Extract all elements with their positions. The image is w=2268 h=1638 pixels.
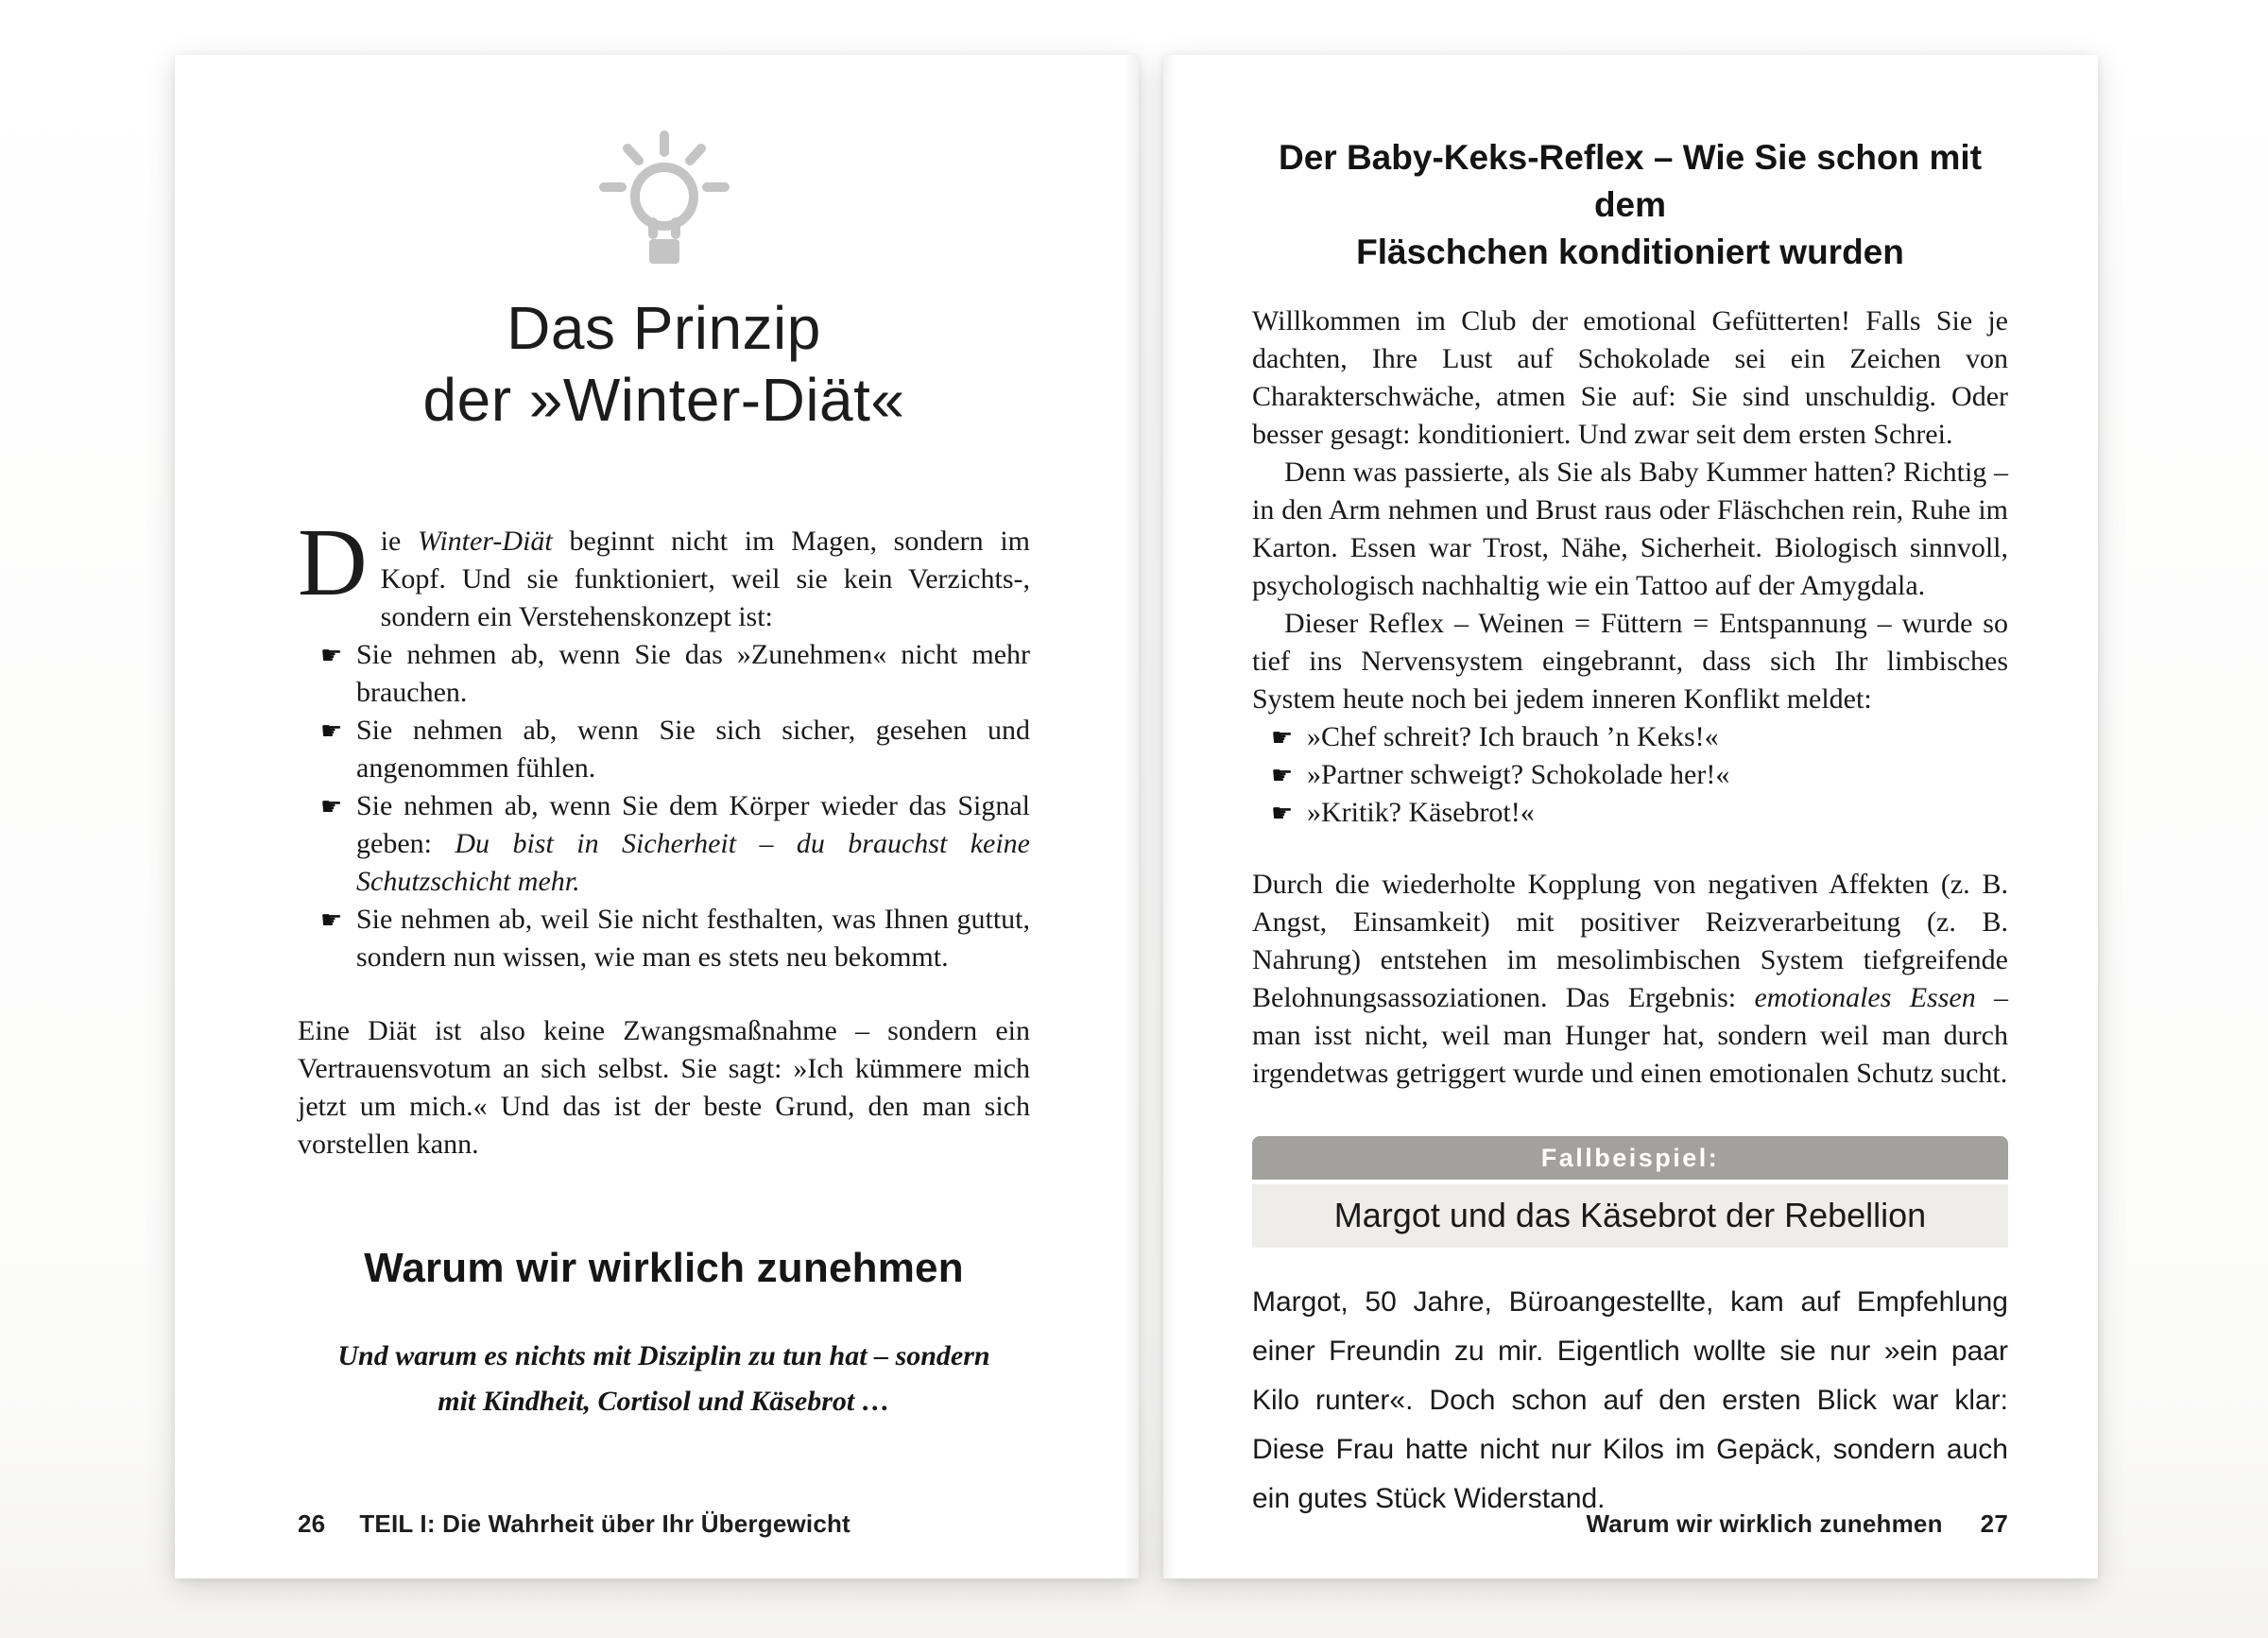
bullet-item: [320, 636, 1030, 712]
section-title-line2: Fläschchen konditioniert wurden: [1356, 233, 1904, 271]
pointing-hand-icon: ☛: [1271, 724, 1294, 752]
lightbulb-icon-wrap: [298, 127, 1030, 268]
bullet-text: Sie nehmen ab, wenn Sie das »Zunehmen« nicht mehr brauchen.: [356, 639, 1030, 709]
page-right: [1163, 55, 2098, 1578]
case-example-box: [1252, 1136, 2008, 1524]
bullet-text: »Chef schreit? Ich brauch ’n Keks!«: [1307, 721, 1719, 752]
case-title-bar: [1252, 1184, 2008, 1248]
pointing-hand-icon: ☛: [320, 906, 343, 936]
paragraph-text: Durch die wiederholte Kopplung von negativen Affekten (z. B. Angst, Einsamkeit) mit positiver Reizverarbeitung (z. B. Nahrung) entstehen im mesolimbischen System tiefgreifende Belohnungsassoziationen. Das Ergebnis:: [1252, 869, 2008, 1013]
footer-chapter: TEIL I: Die Wahrheit über Ihr Übergewicht: [359, 1509, 850, 1538]
body-paragraph-2: Denn was passierte, als Sie als Baby Kummer hatten? Richtig – in den Arm nehmen und Brust raus oder Fläschchen rein, Ruhe im Karton. Essen war Trost, Nähe, Sicherheit. Biologisch sinnvoll, psychologisch nachhaltig wie ein Tattoo auf der Amygdala.: [1252, 457, 2008, 601]
bullet-item: [1271, 756, 2008, 794]
bullet-item: [1271, 794, 2008, 832]
pointing-hand-icon: ☛: [1271, 762, 1294, 790]
case-label-bar: [1252, 1136, 2008, 1180]
lightbulb-icon: [593, 127, 735, 268]
bullet-item: [320, 787, 1030, 901]
paragraph-text-rest: – man isst nicht, weil man Hunger hat, sondern weil man durch irgendetwas getriggert wurde und einen emotionalen Schutz sucht.: [1252, 982, 2008, 1089]
page-number: 27: [1980, 1509, 2008, 1538]
paragraph-italic: emotionales Essen: [1754, 982, 1976, 1013]
chapter-title-line2: der »Winter-Diät«: [422, 365, 905, 434]
drop-cap: D: [298, 509, 368, 617]
section-title: [1252, 134, 2008, 276]
bullet-text: »Kritik? Käsebrot!«: [1307, 797, 1535, 828]
case-title: Margot und das Käsebrot der Rebellion: [1333, 1196, 1927, 1234]
bullet-item: [1271, 718, 2008, 756]
pointing-hand-icon: ☛: [320, 642, 343, 671]
section-title-line1: Der Baby-Keks-Reflex – Wie Sie schon mit dem: [1278, 138, 1983, 224]
intro-italic: Winter-Diät: [418, 526, 553, 558]
page-number: 26: [298, 1509, 326, 1538]
body-paragraph-3: Dieser Reflex – Weinen = Füttern = Entspannung – wurde so tief ins Nervensystem eingebrannt, dass sich Ihr limbisches System heute noch bei jedem inneren Konflikt meldet:: [1252, 608, 2008, 715]
bullet-text-italic: Du bist in Sicherheit – du brauchst keine Schutzschicht mehr.: [356, 828, 1030, 898]
closing-paragraph: Eine Diät ist also keine Zwangsmaßnahme – sondern ein Vertrauensvotum an sich selbst. Sie sagt: »Ich kümmere mich jetzt um mich.« Und das ist der beste Grund, den man sich vorstellen kann.: [298, 1015, 1030, 1161]
page-left: [175, 55, 1139, 1578]
chapter-title: [298, 293, 1030, 436]
pointing-hand-icon: ☛: [320, 717, 343, 747]
footer-chapter: Warum wir wirklich zunehmen: [1586, 1509, 1943, 1538]
pointing-hand-icon: ☛: [320, 793, 343, 822]
intro-text-rest: beginnt nicht im Magen, sondern im Kopf. Und sie funktioniert, weil sie kein Verzichts-, sondern ein Verstehenskonzept ist:: [380, 526, 1030, 633]
section-heading: Warum wir wirklich zunehmen: [364, 1245, 964, 1292]
pointing-hand-icon: ☛: [1271, 800, 1294, 828]
chapter-title-line1: Das Prinzip: [507, 294, 821, 362]
section-subtitle-line1: Und warum es nichts mit Disziplin zu tun hat – sondern: [337, 1340, 990, 1372]
body-paragraph-4: [1252, 866, 2008, 1093]
intro-text: ie: [380, 526, 419, 558]
page-footer-left: [298, 1509, 850, 1539]
case-body: Margot, 50 Jahre, Büroangestellte, kam auf Empfehlung einer Freundin zu mir. Eigentlich wollte sie nur »ein paar Kilo runter«. Doch schon auf den ersten Blick war klar: Diese Frau hatte nicht nur Kilos im Gepäck, sondern auch ein gutes Stück Widerstand.: [1252, 1286, 2008, 1514]
section-subtitle: [298, 1334, 1030, 1424]
case-label: Fallbeispiel:: [1540, 1144, 1720, 1172]
body-paragraph-1: Willkommen im Club der emotional Gefütterten! Falls Sie je dachten, Ihre Lust auf Schokolade sei ein Zeichen von Charakterschwäche, atmen Sie auf: Sie sind unschuldig. Oder besser gesagt: konditioniert. Und zwar seit dem ersten Schrei.: [1252, 305, 2008, 450]
bullet-text: »Partner schweigt? Schokolade her!«: [1307, 759, 1730, 790]
bullet-item: [320, 901, 1030, 976]
bullet-text: Sie nehmen ab, wenn Sie sich sicher, gesehen und angenommen fühlen.: [356, 715, 1030, 785]
intro-paragraph: [298, 509, 1030, 636]
bullet-list: [298, 636, 1030, 976]
bullet-text: Sie nehmen ab, wenn Sie dem Körper wieder das Signal geben:: [356, 790, 1030, 860]
bullet-text: Sie nehmen ab, weil Sie nicht festhalten, was Ihnen guttut, sondern nun wissen, wie man es stets neu bekommt.: [356, 904, 1030, 974]
bullet-list: [1252, 718, 2008, 832]
section-subtitle-line2: mit Kindheit, Cortisol und Käsebrot …: [438, 1386, 890, 1418]
page-footer-right: [1587, 1509, 2009, 1539]
bullet-item: [320, 712, 1030, 787]
